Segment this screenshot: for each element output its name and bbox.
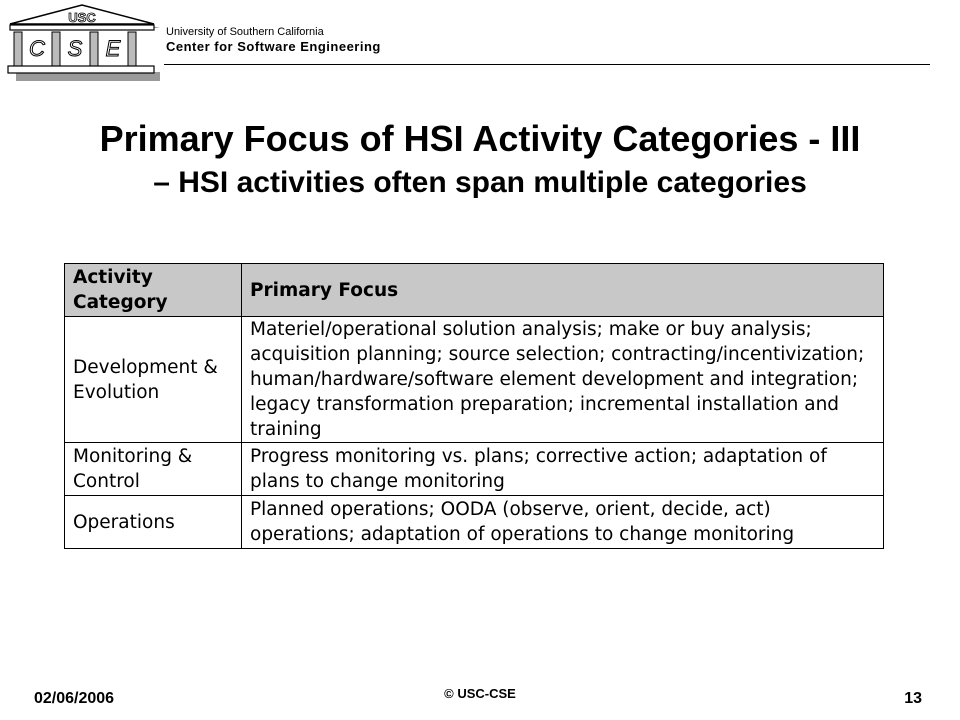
slide-subtitle: – HSI activities often span multiple categories bbox=[153, 166, 807, 199]
activity-focus-table bbox=[64, 263, 884, 549]
slide-title: Primary Focus of HSI Activity Categories - III bbox=[99, 118, 861, 159]
logo-letter-s: S bbox=[67, 36, 83, 61]
logo-letter-e: E bbox=[105, 36, 121, 61]
table-row bbox=[65, 496, 884, 549]
footer-copyright: © USC-CSE bbox=[444, 686, 516, 701]
category-cell: Development & Evolution bbox=[65, 317, 242, 443]
table-header-row bbox=[65, 264, 884, 317]
header-divider bbox=[164, 64, 930, 65]
focus-cell: Planned operations; OODA (observe, orient, decide, act) operations; adaptation of operations to change monitoring bbox=[242, 496, 884, 549]
logo-letter-c: C bbox=[29, 36, 45, 61]
category-cell: Operations bbox=[65, 496, 242, 549]
table-row bbox=[65, 443, 884, 496]
center-name: Center for Software Engineering bbox=[166, 39, 381, 54]
header-activity-category: Activity Category bbox=[65, 264, 242, 317]
usc-cse-logo bbox=[4, 2, 160, 82]
logo-usc-text: USC bbox=[68, 10, 96, 25]
page-number: 13 bbox=[904, 690, 922, 707]
university-name: University of Southern California bbox=[166, 26, 324, 38]
header-primary-focus: Primary Focus bbox=[242, 264, 884, 317]
table-row bbox=[65, 317, 884, 443]
focus-cell: Progress monitoring vs. plans; corrective action; adaptation of plans to change monitoring bbox=[242, 443, 884, 496]
category-cell: Monitoring & Control bbox=[65, 443, 242, 496]
footer-date: 02/06/2006 bbox=[34, 690, 115, 707]
focus-cell: Materiel/operational solution analysis; make or buy analysis; acquisition planning; source selection; contracting/incentivization; human/hardware/software element development and integration; legacy transformation preparation; incremental installation and training bbox=[242, 317, 884, 443]
